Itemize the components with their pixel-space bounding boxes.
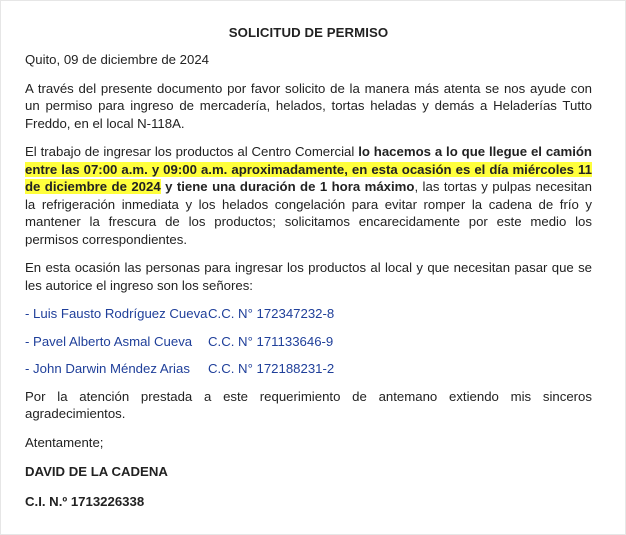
document-title: SOLICITUD DE PERMISO — [228, 25, 389, 40]
document-body — [25, 25, 592, 521]
signer-name: DAVID DE LA CADENA — [25, 464, 168, 479]
person-name: - Pavel Alberto Asmal Cueva — [25, 333, 193, 349]
schedule-text-bold: lo hacemos a lo que llegue el camión — [358, 144, 592, 159]
person-id: C.C. N° 172347232-8 — [208, 306, 335, 321]
schedule-text-1: El trabajo de ingresar los productos al Centro Comercial — [25, 144, 359, 159]
person-name: - John Darwin Méndez Arias — [25, 361, 190, 376]
paragraph-schedule — [25, 143, 592, 248]
paragraph-people-intro: En esta ocasión las personas para ingresar los productos al local y que necesitan pasar que se les autorice el ingreso son los señores: — [25, 260, 592, 293]
person-id: C.C. N° 172188231-2 — [208, 361, 335, 376]
paragraph-intro: A través del presente documento por favor solicito de la manera más atenta se nos ayude con un permiso para ingreso de mercadería, helados, tortas heladas y demás a Heladerías Tutto Freddo, en el local N-118A. — [25, 80, 592, 131]
list-item — [25, 360, 592, 378]
closing-line: Atentamente; — [25, 434, 104, 450]
list-item — [25, 333, 592, 351]
schedule-duration: y tiene una duración de 1 hora máximo — [160, 179, 415, 194]
person-name: - Luis Fausto Rodríguez Cueva — [25, 306, 208, 321]
paragraph-thanks: Por la atención prestada a este requerimiento de antemano extiendo mis sinceros agradecimientos. — [25, 388, 592, 421]
list-item — [25, 305, 592, 323]
person-id: C.C. N° 171133646-9 — [208, 333, 334, 349]
signer-id: C.I. N.º 1713226338 — [25, 493, 145, 509]
schedule-text-2: , las tortas y pulpas necesitan la refrigeración inmediata y los helados congelación para evitar romper la cadena de frío y mantener la frescura de los productos; solicitamos encarecidamente por este medio los permisos correspondientes. — [25, 179, 592, 247]
schedule-highlight: entre las 07:00 a.m. y 09:00 a.m. aproximadamente, en esta ocasión es el día miércoles 11 de diciembre de 2024 — [25, 161, 592, 194]
date-line: Quito, 09 de diciembre de 2024 — [25, 52, 210, 67]
